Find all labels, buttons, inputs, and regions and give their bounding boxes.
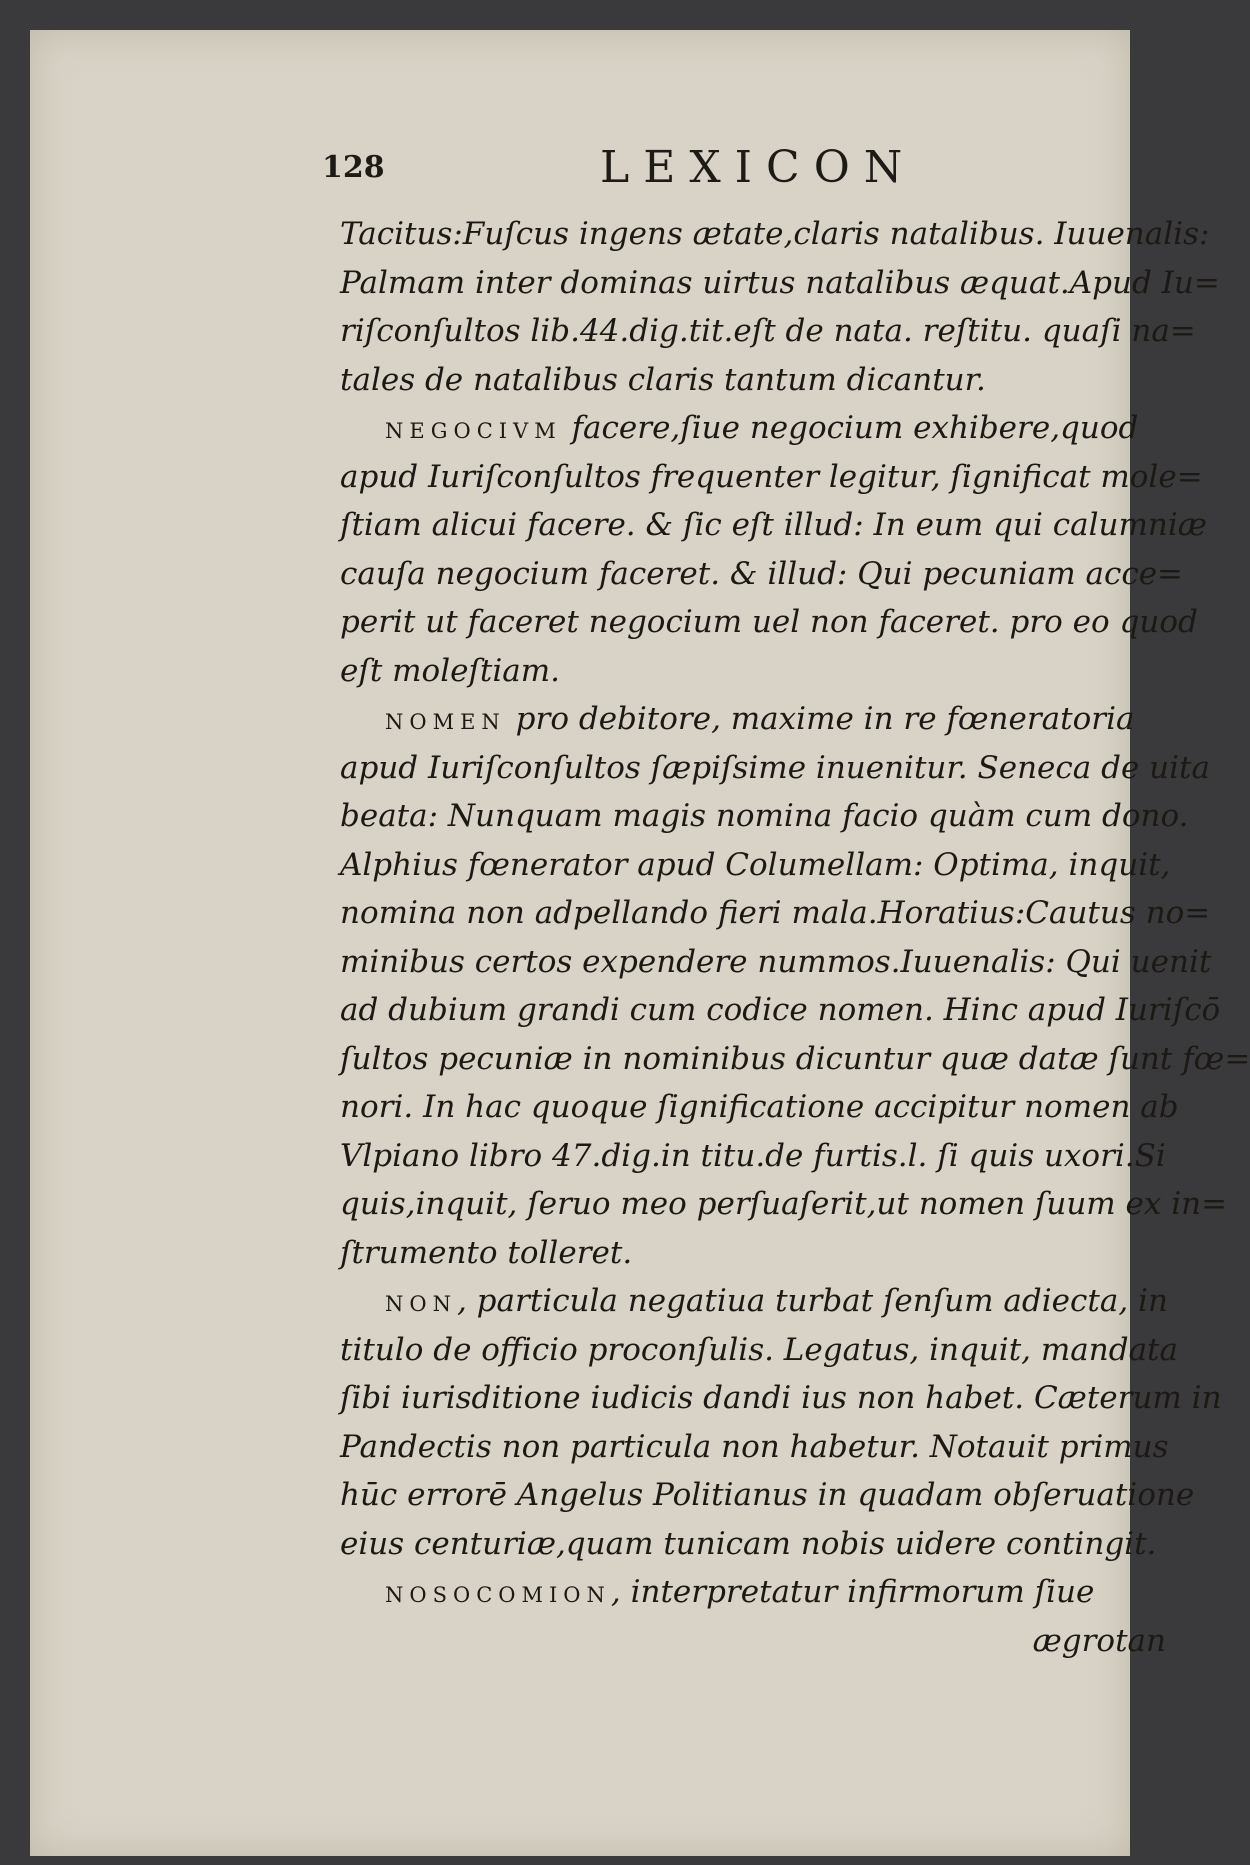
text-line <box>340 1132 1166 1181</box>
text-line <box>340 1326 1178 1375</box>
line-text: nori. In hac quoque ſignificatione accipitur nomen ab <box>340 1089 1179 1125</box>
line-text: eſt moleſtiam. <box>340 652 561 689</box>
text-line <box>340 356 1166 405</box>
line-text: titulo de officio proconſulis. Legatus, inquit, mandata <box>340 1331 1178 1368</box>
text-line <box>340 938 1212 987</box>
text-line <box>340 404 1166 453</box>
line-text: minibus certos expendere nummos.Iuuenalis: Qui uenit <box>340 943 1212 980</box>
text-line <box>340 1035 1250 1084</box>
text-line <box>340 453 1203 502</box>
entry-headword: NOSOCOMION <box>385 1583 611 1607</box>
text-line <box>340 841 1171 890</box>
line-text: ſtrumento tolleret. <box>340 1234 633 1271</box>
line-text: ad dubium grandi cum codice nomen. Hinc apud Iuriſcō <box>340 992 1221 1028</box>
text-line <box>340 307 1196 356</box>
line-text: Vlpiano libro 47.dig.in titu.de furtis.l. ſi quis uxori.Si <box>340 1137 1166 1174</box>
line-text: quis,inquit, ſeruo meo perſuaſerit,ut nomen ſuum ex in= <box>340 1186 1228 1222</box>
line-text: cauſa negocium faceret. & illud: Qui pecuniam acce= <box>340 555 1184 592</box>
running-title: LEXICON <box>600 142 917 193</box>
line-text: riſconſultos lib.44.dig.tit.eſt de nata. reſtitu. quaſi na= <box>340 313 1196 349</box>
entry-headword: NOMEN <box>385 710 506 734</box>
page-number: 128 <box>322 150 385 185</box>
text-line <box>340 889 1211 938</box>
text-line <box>340 550 1184 599</box>
book-page <box>30 30 1250 1856</box>
text-line <box>340 1180 1228 1229</box>
line-text: facere,ſiue negocium exhibere,quod <box>561 410 1139 446</box>
line-text: Pandectis non particula non habetur. Notauit primus <box>340 1428 1169 1465</box>
line-text: eius centuriæ,quam tunicam nobis uidere contingit. <box>340 1525 1157 1562</box>
text-line <box>340 744 1210 793</box>
text-line <box>340 1471 1195 1520</box>
text-line <box>340 1277 1166 1326</box>
text-line <box>340 1568 1166 1617</box>
line-text: ſtiam alicui facere. & ſic eſt illud: In eum qui calumniæ <box>340 507 1207 543</box>
entry-headword: NON <box>385 1292 457 1316</box>
line-text: Tacitus:Fuſcus ingens ætate,claris natalibus. Iuuenalis: <box>340 216 1210 252</box>
text-line <box>340 501 1207 550</box>
line-text: ægrotan <box>1032 1622 1166 1659</box>
text-line <box>340 1083 1179 1132</box>
line-text: , particula negatiua turbat ſenſum adiecta, in <box>456 1283 1168 1319</box>
text-line <box>340 986 1221 1035</box>
text-line <box>340 695 1166 744</box>
text-line <box>340 647 1166 696</box>
line-text: Alphius fœnerator apud Columellam: Optima, inquit, <box>340 846 1171 883</box>
line-text: beata: Nunquam magis nomina facio quàm cum dono. <box>340 798 1189 834</box>
text-line <box>340 1374 1222 1423</box>
text-line <box>340 598 1198 647</box>
line-text: Palmam inter dominas uirtus natalibus æquat.Apud Iu= <box>340 264 1220 301</box>
text-line <box>340 1423 1169 1472</box>
body-text <box>340 210 1250 1665</box>
line-text: perit ut faceret negocium uel non faceret. pro eo quod <box>340 604 1198 640</box>
text-line <box>340 792 1189 841</box>
text-line <box>340 210 1210 259</box>
line-text: pro debitore, maxime in re fœneratoria <box>505 701 1135 737</box>
text-line <box>340 1229 1166 1278</box>
line-text: ſultos pecuniæ in nominibus dicuntur quæ datæ ſunt fœ= <box>340 1040 1250 1077</box>
line-text: tales de natalibus claris tantum dicantur. <box>340 361 986 398</box>
line-text: apud Iuriſconſultos frequenter legitur, ſignificat mole= <box>340 458 1203 495</box>
text-line <box>340 259 1220 308</box>
entry-headword: NEGOCIVM <box>385 419 562 443</box>
text-line <box>340 1520 1166 1569</box>
line-text: ſibi iurisditione iudicis dandi ius non habet. Cæterum in <box>340 1380 1222 1416</box>
line-text: hūc errorē Angelus Politianus in quadam obſeruatione <box>340 1477 1195 1513</box>
text-line <box>340 1617 1166 1666</box>
line-text: , interpretatur infirmorum ſiue <box>610 1574 1095 1610</box>
line-text: nomina non adpellando fieri mala.Horatius:Cautus no= <box>340 895 1211 931</box>
line-text: apud Iuriſconſultos ſæpiſsime inuenitur. Seneca de uita <box>340 749 1210 786</box>
